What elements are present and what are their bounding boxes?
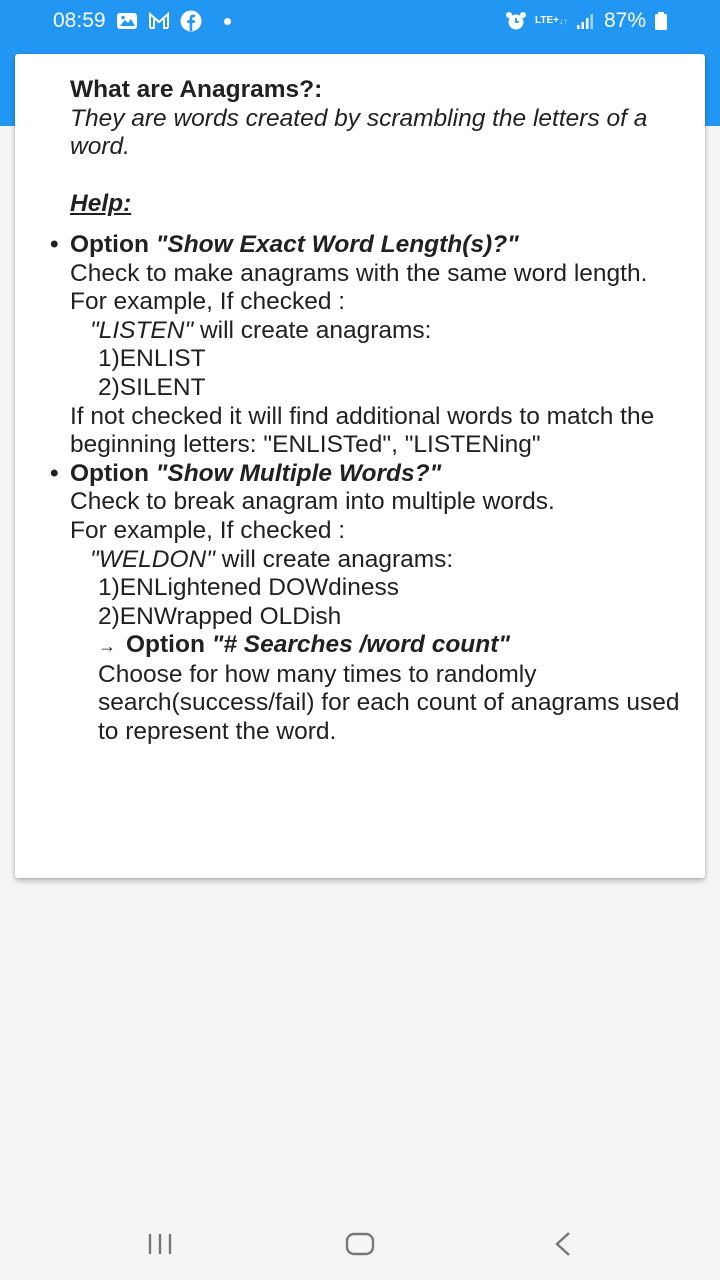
- help-card: [15, 54, 705, 878]
- status-time: 08:59: [53, 9, 106, 32]
- back-button[interactable]: [543, 1228, 583, 1260]
- recents-button[interactable]: [140, 1228, 180, 1260]
- sub-option-heading: → Option "# Searches /word count": [98, 631, 510, 659]
- network-type-icon: LTE+ ↓↑: [534, 15, 568, 26]
- option-description: Check to make anagrams with the same word length.: [70, 259, 648, 287]
- anagram-definition-title: What are Anagrams?:: [70, 76, 323, 103]
- example-result: 2)SILENT: [98, 373, 206, 401]
- example-intro: For example, If checked :: [70, 288, 346, 316]
- home-icon: [344, 1231, 376, 1257]
- example-result: 2)ENWrapped OLDish: [98, 602, 342, 630]
- bullet-icon: •: [50, 230, 59, 258]
- alarm-icon: [505, 11, 527, 31]
- option-heading: Option "Show Exact Word Length(s)?": [70, 230, 519, 258]
- recents-icon: [145, 1232, 175, 1256]
- system-navigation-bar: [0, 1208, 720, 1280]
- example-line: "WELDON" will create anagrams:: [90, 545, 454, 573]
- signal-strength-icon: [576, 13, 596, 29]
- gmail-icon: [148, 12, 170, 30]
- home-button[interactable]: [340, 1228, 380, 1260]
- example-result: 1)ENLightened DOWdiness: [98, 574, 399, 602]
- anagram-definition-text: They are words created by scrambling the letters of a word.: [70, 104, 648, 161]
- status-bar: [0, 0, 720, 42]
- example-result: 1)ENLIST: [98, 345, 206, 373]
- option-multiple-words: [50, 459, 690, 747]
- battery-percent: 87%: [603, 9, 646, 32]
- bullet-icon: •: [50, 459, 59, 487]
- gallery-icon: [116, 11, 138, 31]
- battery-icon: [654, 11, 668, 31]
- option-heading: Option "Show Multiple Words?": [70, 459, 442, 487]
- option-description: Check to break anagram into multiple words.: [70, 488, 555, 516]
- option-note: If not checked it will find additional words to match the beginning letters: "ENLISTed", "LISTENing": [70, 402, 655, 459]
- help-heading: Help:: [70, 190, 132, 218]
- more-notifications-dot-icon: [224, 18, 231, 25]
- sub-option-description: Choose for how many times to randomly search(success/fail) for each count of anagrams used to represent the word.: [98, 660, 680, 746]
- back-icon: [551, 1230, 575, 1258]
- arrow-right-icon: →: [98, 636, 116, 657]
- example-line: "LISTEN" will create anagrams:: [90, 316, 432, 344]
- sub-option-searches-per-word-count: [70, 631, 690, 746]
- facebook-icon: [180, 10, 202, 32]
- example-intro: For example, If checked :: [70, 516, 346, 544]
- option-exact-word-length: [50, 230, 690, 460]
